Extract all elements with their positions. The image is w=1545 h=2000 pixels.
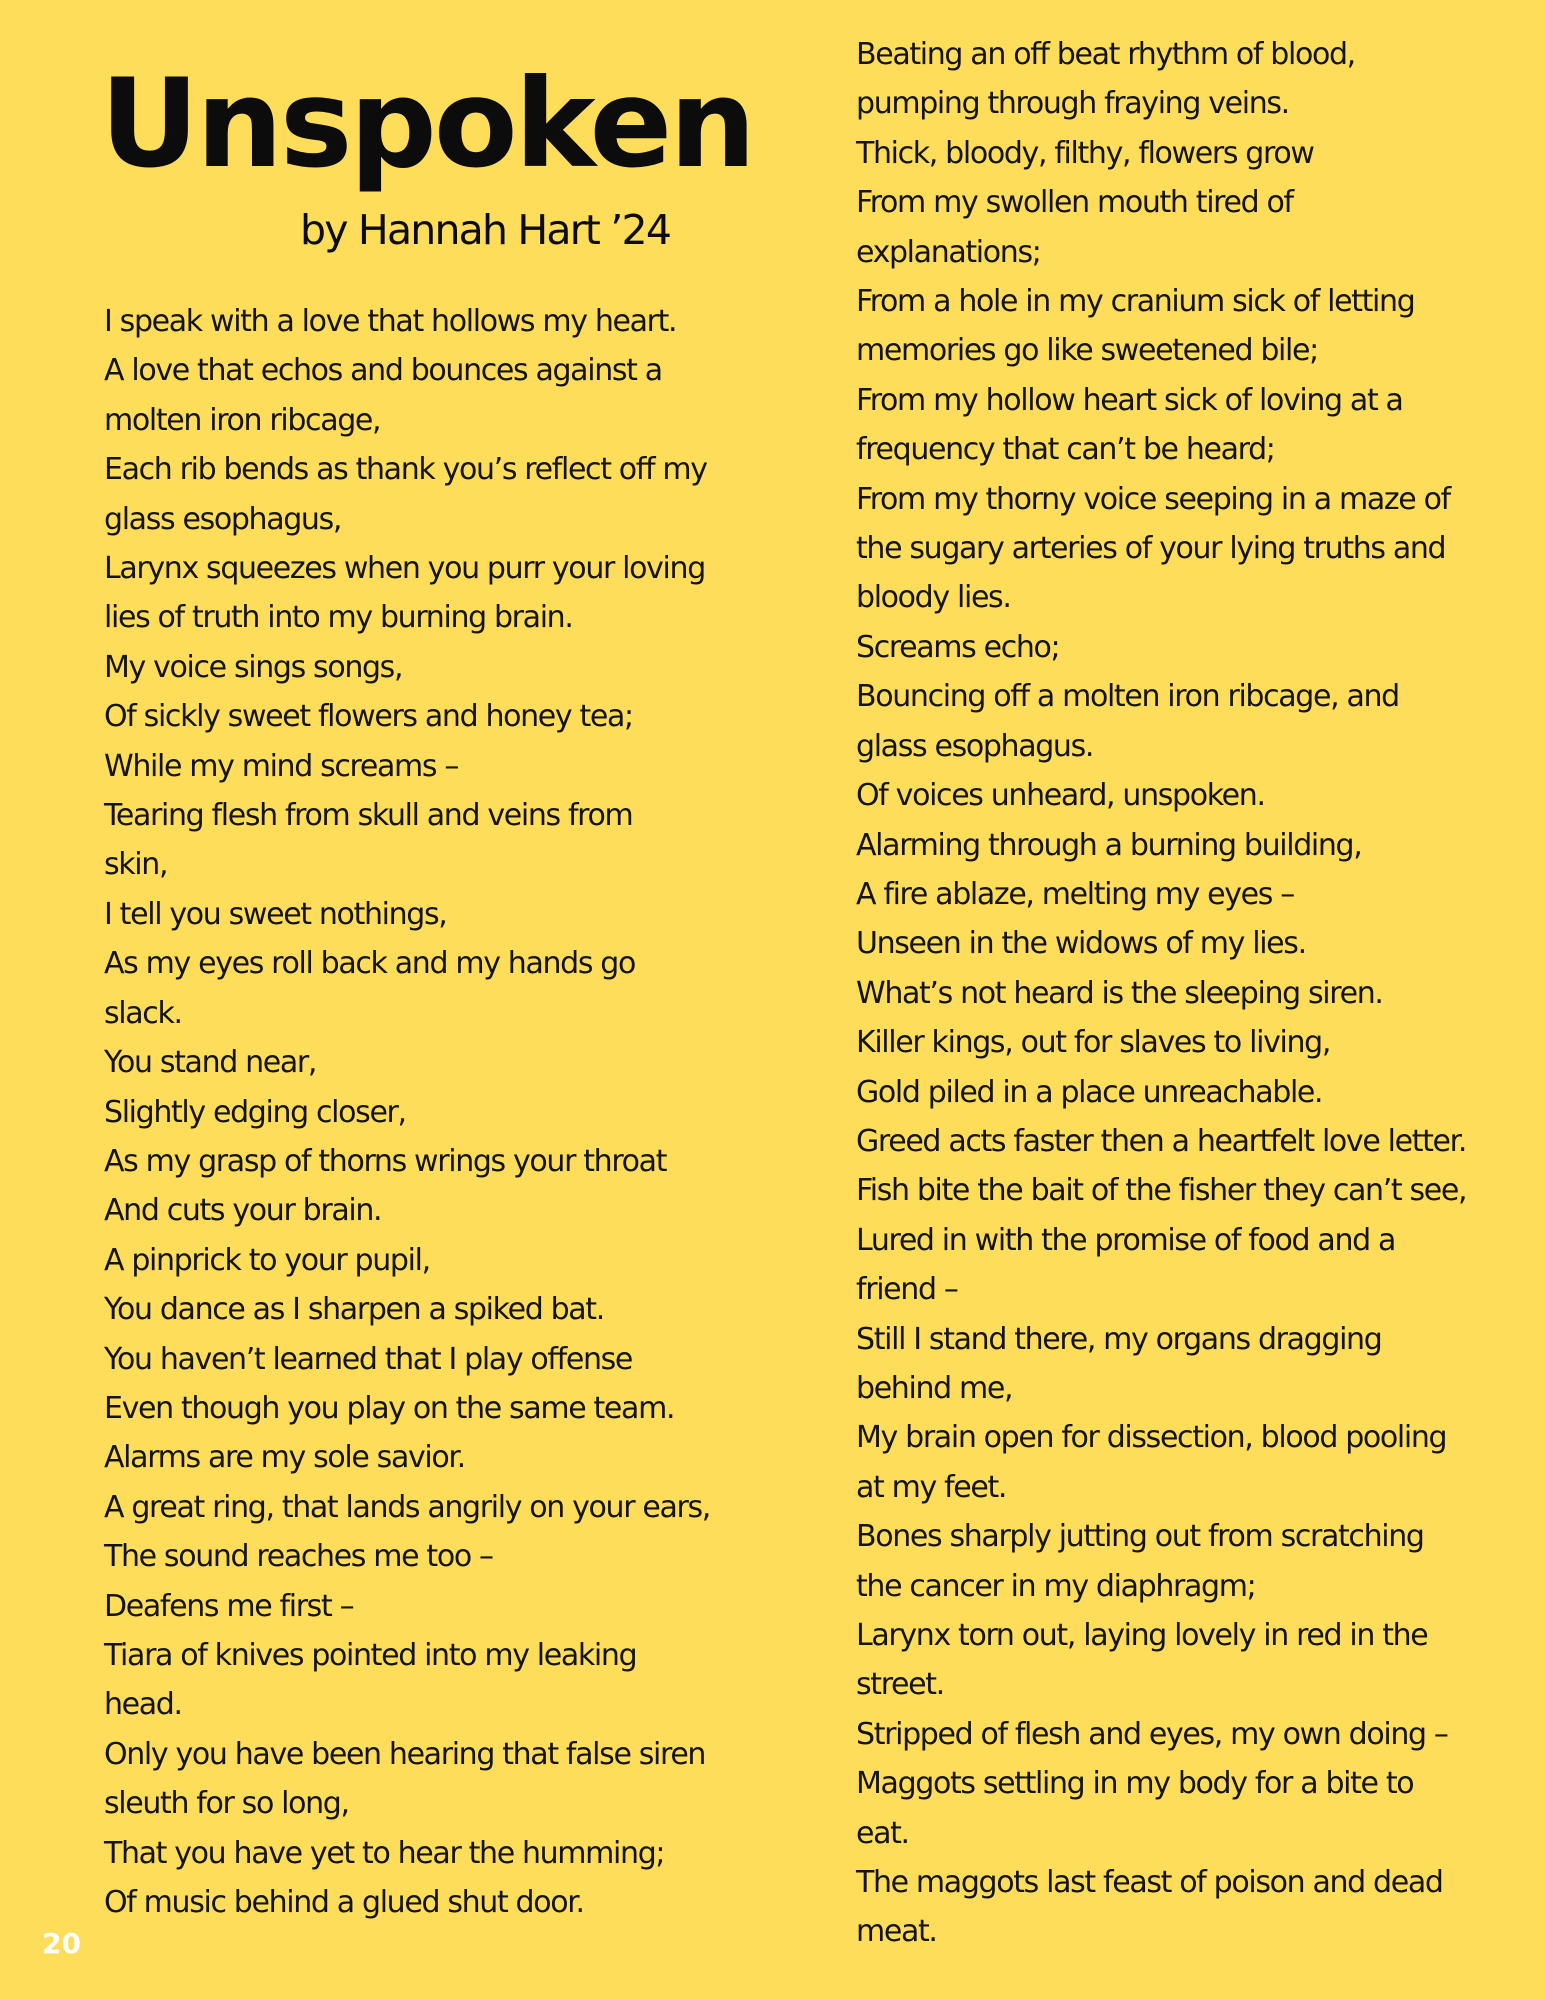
poem-line: at my feet. [856, 1469, 1007, 1505]
poem-line: behind me, [856, 1370, 1013, 1406]
poem-line: eat. [856, 1815, 909, 1851]
poem-line: frequency that can’t be heard; [856, 432, 1275, 468]
poem-line: Greed acts faster then a heartfelt love letter. [856, 1123, 1467, 1159]
poem-line: friend – [856, 1272, 958, 1308]
poem-line: Killer kings, out for slaves to living, [856, 1025, 1331, 1061]
poem-line: bloody lies. [856, 580, 1011, 616]
poem-line: From my hollow heart sick of loving at a [856, 382, 1403, 418]
poem-line: A love that echos and bounces against a [104, 353, 662, 389]
poem-line: Unseen in the widows of my lies. [856, 926, 1306, 962]
poem-line: A fire ablaze, melting my eyes – [856, 876, 1294, 912]
poem-line: From my thorny voice seeping in a maze of [856, 481, 1450, 517]
poem-line: Gold piled in a place unreachable. [856, 1074, 1323, 1110]
poem-line: My brain open for dissection, blood pooling [856, 1420, 1447, 1456]
poem-line: From a hole in my cranium sick of letting [856, 284, 1415, 320]
poem-line: head. [104, 1687, 182, 1723]
poem-line: And cuts your brain. [104, 1193, 382, 1229]
poem-line: Bouncing off a molten iron ribcage, and [856, 679, 1399, 715]
poem-line: From my swollen mouth tired of [856, 185, 1293, 221]
poem-line: glass esophagus, [104, 501, 342, 537]
poem-line: You haven’t learned that I play offense [104, 1341, 633, 1377]
poem-line: explanations; [856, 234, 1041, 270]
poem-line: Larynx torn out, laying lovely in red in the [856, 1618, 1428, 1653]
poem-line: Bones sharply jutting out from scratching [856, 1519, 1424, 1555]
poem-line: slack. [104, 995, 182, 1031]
poem-line: What’s not heard is the sleeping siren. [856, 975, 1383, 1011]
poem-line: You dance as I sharpen a spiked bat. [104, 1292, 604, 1328]
poem-right-column [856, 30, 1496, 1957]
poem-line: lies of truth into my burning brain. [104, 600, 573, 636]
poem-line: pumping through fraying veins. [856, 86, 1289, 122]
poem-line: street. [856, 1667, 944, 1703]
poem-line: Thick, bloody, filthy, flowers grow [856, 135, 1314, 171]
poem-line: molten iron ribcage, [104, 402, 381, 438]
poem-line: glass esophagus. [856, 728, 1094, 764]
poem-line: Fish bite the bait of the fisher they can’t see, [856, 1173, 1467, 1209]
poem-line: Tearing flesh from skull and veins from [104, 798, 633, 834]
poem-line: Of voices unheard, unspoken. [856, 778, 1265, 814]
poem-line: Of sickly sweet flowers and honey tea; [104, 699, 633, 735]
poem-line: Screams echo; [856, 629, 1060, 665]
poem-line: Tiara of knives pointed into my leaking [104, 1637, 637, 1673]
poem-line: the cancer in my diaphragm; [856, 1568, 1256, 1604]
poem-line: Deafens me first – [104, 1588, 354, 1624]
poem-line: memories go like sweetened bile; [856, 333, 1318, 369]
poem-left-column [104, 297, 710, 1927]
poem-line: While my mind screams – [104, 748, 458, 784]
poem-line: A great ring, that lands angrily on your ears, [104, 1489, 710, 1525]
poem-line: Lured in with the promise of food and a [856, 1222, 1396, 1258]
poem-line: sleuth for so long, [104, 1786, 349, 1822]
poem-line: Maggots settling in my body for a bite to [856, 1766, 1414, 1802]
poem-line: Only you have been hearing that false siren [104, 1736, 706, 1772]
poem-line: the sugary arteries of your lying truths and [856, 531, 1446, 567]
poem-line: The sound reaches me too – [104, 1539, 493, 1575]
poem-line: That you have yet to hear the humming; [104, 1835, 665, 1871]
poem-line: skin, [104, 847, 168, 883]
poem-line: Each rib bends as thank you’s reflect off my [104, 452, 707, 488]
poem-line: The maggots last feast of poison and dead [856, 1865, 1443, 1901]
poem-line: Alarms are my sole savior. [104, 1440, 465, 1476]
poem-title: Unspoken [100, 53, 754, 195]
poem-line: A pinprick to your pupil, [104, 1242, 430, 1278]
poem-line: As my grasp of thorns wrings your throat [104, 1143, 667, 1179]
poem-line: Larynx squeezes when you purr your loving [104, 551, 705, 587]
poem-line: Stripped of flesh and eyes, my own doing – [856, 1716, 1448, 1752]
poem-line: Slightly edging closer, [104, 1094, 406, 1130]
poem-line: You stand near, [104, 1045, 317, 1081]
poem-line: My voice sings songs, [104, 649, 403, 685]
poem-line: As my eyes roll back and my hands go [104, 946, 636, 982]
poem-line: Even though you play on the same team. [104, 1390, 675, 1426]
poem-line: Beating an off beat rhythm of blood, [856, 37, 1355, 72]
poem-line: Alarming through a burning building, [856, 827, 1362, 863]
poem-line: I tell you sweet nothings, [104, 896, 447, 932]
poem-line: meat. [856, 1914, 937, 1950]
poem-line: I speak with a love that hollows my heart. [104, 304, 677, 339]
page-number: 20 [42, 1927, 81, 1960]
author-byline: by Hannah Hart ’24 [300, 206, 671, 254]
poem-line: Still I stand there, my organs dragging [856, 1321, 1382, 1357]
poem-line: Of music behind a glued shut door. [104, 1885, 584, 1920]
